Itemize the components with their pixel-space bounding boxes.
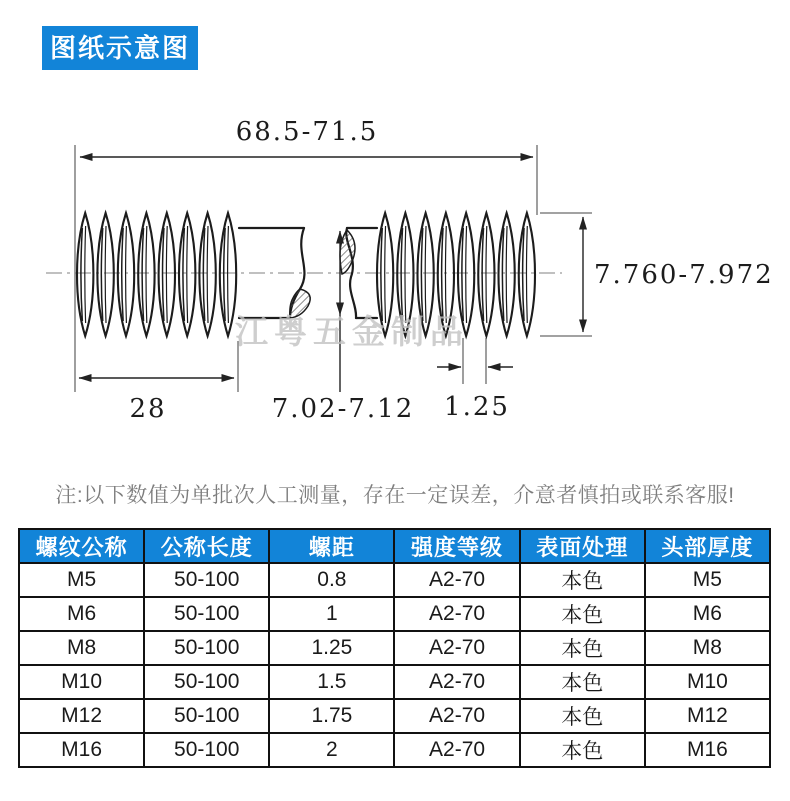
measurement-note: 注:以下数值为单批次人工测量，存在一定误差，介意者慎拍或联系客服! bbox=[55, 484, 735, 507]
table-cell: A2-70 bbox=[394, 631, 519, 665]
dim-total-length-label: 68.5-71.5 bbox=[235, 117, 379, 147]
table-cell: 1.25 bbox=[269, 631, 394, 665]
table-cell: 50-100 bbox=[144, 665, 269, 699]
table-cell: 50-100 bbox=[144, 597, 269, 631]
table-cell: 1 bbox=[269, 597, 394, 631]
table-cell: 0.8 bbox=[269, 563, 394, 597]
spec-table-header-cell: 表面处理 bbox=[520, 529, 645, 563]
technical-drawing bbox=[0, 95, 790, 447]
table-cell: A2-70 bbox=[394, 563, 519, 597]
left-thread-section bbox=[77, 213, 236, 336]
table-row bbox=[19, 631, 770, 665]
table-cell: 本色 bbox=[520, 699, 645, 733]
spec-table-body bbox=[19, 563, 770, 767]
table-cell: M10 bbox=[19, 665, 144, 699]
table-cell: 本色 bbox=[520, 563, 645, 597]
table-cell: M12 bbox=[645, 699, 770, 733]
table-cell: M12 bbox=[19, 699, 144, 733]
table-cell: M16 bbox=[19, 733, 144, 767]
table-cell: 50-100 bbox=[144, 699, 269, 733]
table-cell: A2-70 bbox=[394, 665, 519, 699]
break-hatch-lobes bbox=[290, 230, 355, 318]
dim-pitch-label: 1.25 bbox=[444, 392, 510, 422]
table-cell: 本色 bbox=[520, 733, 645, 767]
table-cell: M5 bbox=[645, 563, 770, 597]
table-cell: 1.5 bbox=[269, 665, 394, 699]
dim-major-diameter-label: 7.760-7.972 bbox=[594, 260, 774, 290]
dim-thread-length-label: 28 bbox=[129, 394, 167, 424]
table-cell: 50-100 bbox=[144, 733, 269, 767]
dim-shaft-diameter-label: 7.02-7.12 bbox=[271, 394, 415, 424]
table-cell: 1.75 bbox=[269, 699, 394, 733]
table-cell: M5 bbox=[19, 563, 144, 597]
table-cell: 2 bbox=[269, 733, 394, 767]
spec-table-head bbox=[19, 529, 770, 563]
table-cell: M6 bbox=[645, 597, 770, 631]
title-badge: 图纸示意图 bbox=[42, 26, 198, 70]
spec-table-header-cell: 公称长度 bbox=[144, 529, 269, 563]
table-cell: 本色 bbox=[520, 631, 645, 665]
spec-table-header-cell: 头部厚度 bbox=[645, 529, 770, 563]
table-row bbox=[19, 563, 770, 597]
table-cell: M16 bbox=[645, 733, 770, 767]
table-cell: M8 bbox=[19, 631, 144, 665]
spec-table-header-cell: 螺距 bbox=[269, 529, 394, 563]
table-cell: A2-70 bbox=[394, 733, 519, 767]
table-cell: M8 bbox=[645, 631, 770, 665]
table-cell: A2-70 bbox=[394, 597, 519, 631]
table-cell: 本色 bbox=[520, 665, 645, 699]
spec-table-header-row bbox=[19, 529, 770, 563]
table-row bbox=[19, 699, 770, 733]
table-row bbox=[19, 665, 770, 699]
table-cell: 本色 bbox=[520, 597, 645, 631]
table-cell: A2-70 bbox=[394, 699, 519, 733]
table-row bbox=[19, 597, 770, 631]
table-cell: M10 bbox=[645, 665, 770, 699]
spec-table-header-cell: 螺纹公称 bbox=[19, 529, 144, 563]
table-cell: M6 bbox=[19, 597, 144, 631]
table-cell: 50-100 bbox=[144, 631, 269, 665]
table-cell: 50-100 bbox=[144, 563, 269, 597]
spec-table bbox=[18, 528, 771, 768]
table-row bbox=[19, 733, 770, 767]
watermark-text: 江粤五金制品 bbox=[235, 313, 469, 350]
spec-table-header-cell: 强度等级 bbox=[394, 529, 519, 563]
